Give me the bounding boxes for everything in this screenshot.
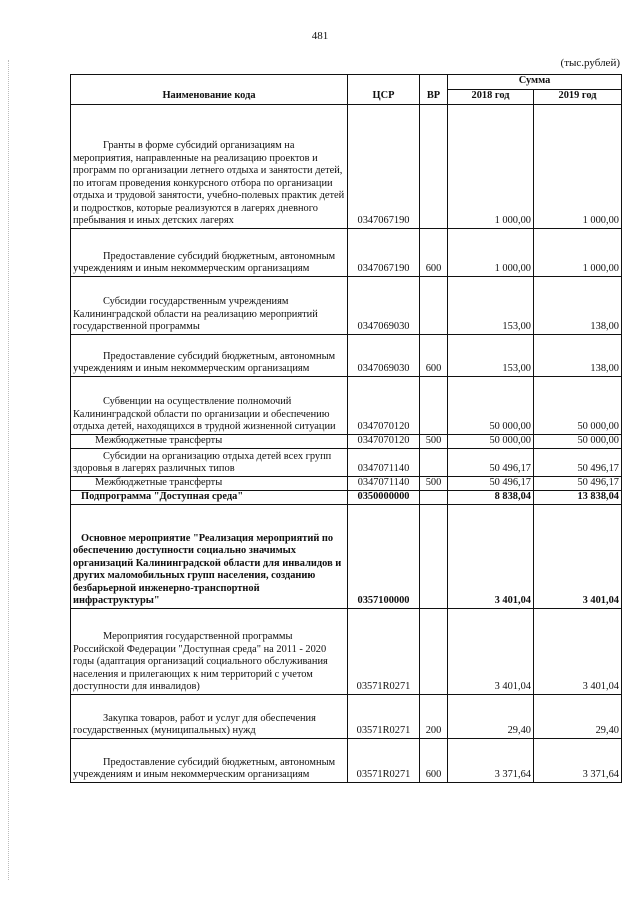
header-vr: ВР <box>420 75 448 105</box>
row-vr <box>420 504 448 608</box>
row-2019: 1 000,00 <box>534 104 622 228</box>
row-vr <box>420 376 448 434</box>
row-vr: 600 <box>420 334 448 376</box>
header-csr: ЦСР <box>348 75 420 105</box>
header-2019: 2019 год <box>534 89 622 104</box>
row-vr <box>420 104 448 228</box>
table-row <box>71 608 622 694</box>
row-2018: 29,40 <box>448 694 534 738</box>
row-name: Подпрограмма "Доступная среда" <box>71 490 348 504</box>
row-2019: 138,00 <box>534 276 622 334</box>
row-2019: 3 371,64 <box>534 738 622 782</box>
row-vr: 600 <box>420 228 448 276</box>
row-2018: 8 838,04 <box>448 490 534 504</box>
row-2019: 3 401,04 <box>534 608 622 694</box>
row-vr: 500 <box>420 476 448 490</box>
row-name: Предоставление субсидий бюджетным, автономным учреждениям и иным некоммерческим организациям <box>71 228 348 276</box>
row-2019: 3 401,04 <box>534 504 622 608</box>
header-row-top <box>71 75 622 90</box>
row-2018: 50 000,00 <box>448 434 534 448</box>
row-2019: 1 000,00 <box>534 228 622 276</box>
table-row <box>71 276 622 334</box>
row-vr: 600 <box>420 738 448 782</box>
row-vr <box>420 276 448 334</box>
row-2018: 153,00 <box>448 334 534 376</box>
row-csr: 03571R0271 <box>348 738 420 782</box>
row-2018: 3 401,04 <box>448 504 534 608</box>
row-2019: 50 496,17 <box>534 448 622 476</box>
row-2019: 29,40 <box>534 694 622 738</box>
row-vr: 500 <box>420 434 448 448</box>
row-csr: 0347070120 <box>348 434 420 448</box>
header-sum: Сумма <box>448 75 622 90</box>
row-2019: 50 496,17 <box>534 476 622 490</box>
table-row <box>71 738 622 782</box>
row-csr: 0347070120 <box>348 376 420 434</box>
table-row <box>71 228 622 276</box>
row-name: Субсидии на организацию отдыха детей всех групп здоровья в лагерях различных типов <box>71 448 348 476</box>
header-name: Наименование кода <box>71 75 348 105</box>
table-row <box>71 334 622 376</box>
table-row <box>71 104 622 228</box>
row-name: Основное мероприятие "Реализация мероприятий по обеспечению доступности социально значимых организаций Калининградской области для инвалидов и других маломобильных групп населения, созданию безбарьерной инженерно-транспортной инфраструктуры" <box>71 504 348 608</box>
row-2019: 13 838,04 <box>534 490 622 504</box>
row-2019: 138,00 <box>534 334 622 376</box>
row-csr: 0347067190 <box>348 104 420 228</box>
table-row <box>71 448 622 476</box>
row-vr <box>420 490 448 504</box>
row-csr: 0347067190 <box>348 228 420 276</box>
table-row <box>71 490 622 504</box>
row-vr <box>420 608 448 694</box>
row-csr: 03571R0271 <box>348 608 420 694</box>
table-row <box>71 504 622 608</box>
row-name: Гранты в форме субсидий организациям на мероприятия, направленные на реализацию проектов и программ по организации летнего отдыха и занятости детей, по итогам проведения конкурсного отбора по организации отдыха и трудовой занятости, учебно-полевых практик детей и подростков, которые реализуются в лагерях дневного пребывания и иных детских лагерях <box>71 104 348 228</box>
row-csr: 0347071140 <box>348 448 420 476</box>
table-row <box>71 694 622 738</box>
budget-table <box>70 74 622 783</box>
row-name: Субвенции на осуществление полномочий Калининградской области по организации и обеспечению отдыха детей, находящихся в трудной жизненной ситуации <box>71 376 348 434</box>
row-2018: 50 496,17 <box>448 448 534 476</box>
table-row <box>71 476 622 490</box>
page-number: 481 <box>311 30 329 42</box>
row-csr: 0347069030 <box>348 334 420 376</box>
row-name: Межбюджетные трансферты <box>71 434 348 448</box>
table-row <box>71 434 622 448</box>
row-2018: 1 000,00 <box>448 228 534 276</box>
row-2019: 50 000,00 <box>534 376 622 434</box>
table-row <box>71 376 622 434</box>
row-2018: 3 371,64 <box>448 738 534 782</box>
row-name: Мероприятия государственной программы Российской Федерации "Доступная среда" на 2011 - 2020 годы (адаптация организаций социального обслуживания населения и прилегающих к ним территорий с учетом доступности для инвалидов) <box>71 608 348 694</box>
row-name: Субсидии государственным учреждениям Калининградской области на реализацию мероприятий государственной программы <box>71 276 348 334</box>
row-2018: 1 000,00 <box>448 104 534 228</box>
row-2018: 50 496,17 <box>448 476 534 490</box>
row-vr <box>420 448 448 476</box>
row-2019: 50 000,00 <box>534 434 622 448</box>
row-csr: 0350000000 <box>348 490 420 504</box>
row-2018: 3 401,04 <box>448 608 534 694</box>
row-csr: 0347071140 <box>348 476 420 490</box>
header-2018: 2018 год <box>448 89 534 104</box>
row-name: Межбюджетные трансферты <box>71 476 348 490</box>
row-csr: 0347069030 <box>348 276 420 334</box>
row-vr: 200 <box>420 694 448 738</box>
row-2018: 50 000,00 <box>448 376 534 434</box>
row-name: Предоставление субсидий бюджетным, автономным учреждениям и иным некоммерческим организациям <box>71 738 348 782</box>
row-2018: 153,00 <box>448 276 534 334</box>
row-name: Предоставление субсидий бюджетным, автономным учреждениям и иным некоммерческим организациям <box>71 334 348 376</box>
row-csr: 03571R0271 <box>348 694 420 738</box>
units-label: (тыс.рублей) <box>560 57 620 69</box>
scan-margin-marks <box>8 60 11 880</box>
row-name: Закупка товаров, работ и услуг для обеспечения государственных (муниципальных) нужд <box>71 694 348 738</box>
row-csr: 0357100000 <box>348 504 420 608</box>
